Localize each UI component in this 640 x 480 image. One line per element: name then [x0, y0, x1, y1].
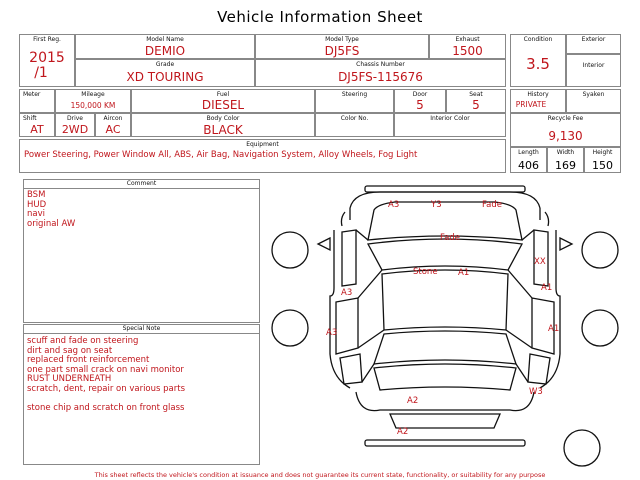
steering-cell	[315, 89, 394, 113]
shift-label: Shift	[23, 115, 37, 122]
syaken-cell	[566, 89, 621, 113]
interior-cell	[566, 54, 621, 87]
exhaust-value: 1500	[452, 44, 483, 58]
note-line: replaced front reinforcement	[27, 355, 150, 365]
special-note-text	[27, 337, 185, 413]
model-type-label: Model Type	[325, 36, 359, 43]
syaken-label: Syaken	[582, 91, 605, 98]
first-reg-year: 2015	[29, 50, 65, 66]
recycle-fee-label: Recycle Fee	[547, 115, 584, 122]
history-cell	[510, 89, 566, 113]
model-name-value: DEMIO	[144, 44, 186, 58]
drive-cell	[55, 113, 95, 137]
comment-line: original AW	[27, 218, 76, 229]
comment-text	[27, 191, 75, 229]
comment-label: Comment	[24, 180, 259, 189]
note-line: stone chip and scratch on front glass	[27, 402, 185, 413]
note-line: scuff and fade on steering	[27, 336, 139, 346]
disclaimer-footer: This sheet reflects the vehicle's condition at issuance and does not guarantee its current state, functionality, or suitability for any purpose	[94, 471, 546, 479]
damage-mark: A3	[326, 328, 338, 338]
height-label: Height	[592, 149, 613, 156]
car-damage-diagram	[270, 178, 630, 478]
damage-mark: Fade	[482, 200, 502, 210]
equipment-cell	[19, 139, 506, 173]
body-color-label: Body Color	[206, 115, 240, 122]
interior-label: Interior	[582, 62, 605, 69]
exhaust-cell	[429, 34, 506, 59]
body-color-cell	[131, 113, 315, 137]
fuel-value: DIESEL	[201, 98, 245, 112]
chassis-number-cell	[255, 59, 506, 87]
special-note-box	[23, 324, 260, 465]
height-cell	[584, 147, 621, 173]
meter-cell	[19, 89, 55, 113]
width-cell	[547, 147, 584, 173]
comment-line: HUD	[27, 199, 47, 210]
model-type-value: DJ5FS	[324, 44, 360, 58]
comment-line: navi	[27, 209, 45, 219]
exhaust-label: Exhaust	[455, 36, 480, 43]
model-type-cell	[255, 34, 429, 59]
chassis-number-label: Chassis Number	[356, 61, 405, 68]
note-line: one part small crack on navi monitor	[27, 364, 184, 375]
damage-mark: Fade	[440, 233, 460, 243]
door-label: Door	[412, 91, 428, 98]
model-name-label: Model Name	[146, 36, 184, 43]
note-line: dirt and sag on seat	[27, 345, 113, 356]
shift-value: AT	[30, 123, 44, 136]
width-value: 169	[555, 159, 576, 172]
shift-cell	[19, 113, 55, 137]
grade-label: Grade	[155, 61, 175, 68]
history-value: PRIVATE	[515, 100, 547, 109]
grade-value: XD TOURING	[126, 70, 204, 84]
exterior-cell	[566, 34, 621, 54]
color-no-cell	[315, 113, 394, 137]
seat-label: Seat	[469, 91, 483, 98]
body-color-value: BLACK	[203, 123, 243, 137]
first-reg-month: /1	[34, 65, 48, 81]
damage-mark: Y3	[431, 200, 442, 210]
mileage-label: Mileage	[81, 91, 105, 98]
damage-mark: A1	[548, 324, 560, 334]
length-cell	[510, 147, 547, 173]
chassis-number-value: DJ5FS-115676	[338, 70, 423, 84]
mileage-value: 150,000 KM	[70, 101, 116, 110]
color-no-label: Color No.	[340, 115, 369, 122]
note-line: RUST UNDERNEATH	[27, 374, 112, 384]
condition-cell	[510, 34, 566, 87]
height-value: 150	[592, 159, 613, 172]
first-reg-cell	[19, 34, 75, 87]
door-value: 5	[416, 98, 424, 112]
history-label: History	[527, 91, 549, 98]
damage-mark: A2	[407, 396, 419, 406]
width-label: Width	[556, 149, 575, 156]
condition-label: Condition	[523, 36, 553, 43]
mileage-cell	[55, 89, 131, 113]
length-value: 406	[518, 159, 539, 172]
damage-mark: XX	[534, 257, 546, 267]
comment-box	[23, 179, 260, 323]
special-note-label: Special Note	[24, 325, 259, 334]
drive-value: 2WD	[61, 123, 89, 136]
damage-mark: A2	[397, 427, 409, 437]
length-label: Length	[518, 149, 539, 156]
aircon-cell	[95, 113, 131, 137]
damage-mark: A3	[388, 200, 400, 210]
seat-value: 5	[472, 98, 480, 112]
recycle-fee-cell	[510, 113, 621, 147]
meter-label: Meter	[23, 91, 41, 98]
damage-mark: A1	[541, 283, 553, 293]
first-reg-label: First Reg.	[33, 36, 61, 43]
door-cell	[394, 89, 446, 113]
drive-label: Drive	[67, 115, 83, 122]
damage-mark: W3	[529, 387, 543, 397]
comment-line: BSM	[27, 190, 46, 200]
recycle-fee-value: 9,130	[548, 129, 583, 143]
steering-label: Steering	[341, 91, 368, 98]
damage-mark: A3	[341, 288, 353, 298]
condition-score: 3.5	[526, 55, 550, 73]
damage-mark: Stone	[413, 267, 438, 277]
sheet-title: Vehicle Information Sheet	[217, 8, 423, 26]
fuel-cell	[131, 89, 315, 113]
aircon-value: AC	[105, 123, 121, 136]
equipment-label: Equipment	[246, 141, 279, 148]
interior-color-label: Interior Color	[430, 115, 470, 122]
model-name-cell	[75, 34, 255, 59]
grade-cell	[75, 59, 255, 87]
note-line: scratch, dent, repair on various parts	[27, 383, 186, 394]
damage-mark: A1	[458, 268, 470, 278]
equipment-value: Power Steering, Power Window All, ABS, Air Bag, Navigation System, Alloy Wheels, Fog Light	[24, 150, 418, 160]
interior-color-cell	[394, 113, 506, 137]
exterior-label: Exterior	[581, 36, 606, 43]
fuel-label: Fuel	[216, 91, 230, 98]
aircon-label: Aircon	[103, 115, 123, 122]
